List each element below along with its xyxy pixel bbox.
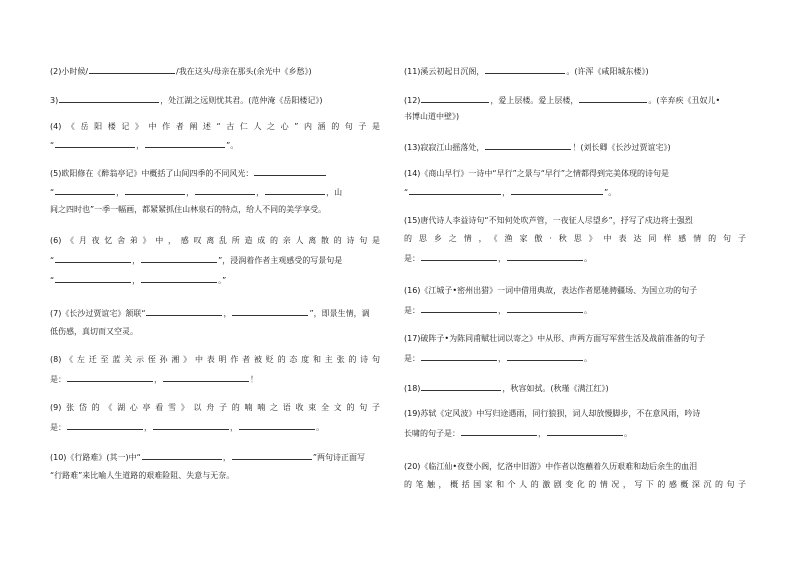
text: “	[50, 276, 55, 285]
question-20	[404, 461, 746, 491]
answer-blank[interactable]	[232, 450, 312, 460]
answer-blank[interactable]	[507, 303, 583, 313]
answer-blank[interactable]	[265, 185, 325, 195]
question-14	[404, 168, 746, 199]
text: ，山	[326, 188, 343, 197]
answer-blank[interactable]	[485, 64, 565, 74]
text: 的笔触，概括国家和个人的激剧变化的情况，写下的感概深沉的句子	[404, 480, 746, 489]
answer-blank[interactable]	[421, 93, 489, 103]
question-13	[404, 140, 746, 154]
answer-blank[interactable]	[511, 185, 603, 195]
text: 。	[584, 254, 592, 263]
text: (6)《月夜忆舍弟》中，感叹离乱所造成的亲人离散的诗句是	[50, 236, 380, 245]
text: (20)《临江仙•夜登小阁，忆洛中旧游》中作者以饱蘸着久历艰难和劫后余生的血泪	[404, 462, 698, 471]
answer-blank[interactable]	[59, 93, 159, 103]
question-19	[404, 408, 746, 440]
text: 长啸的句子是：	[404, 429, 460, 438]
answer-blank[interactable]	[125, 185, 185, 195]
text: (12)	[404, 96, 421, 105]
answer-blank[interactable]	[421, 381, 501, 391]
question-11	[404, 64, 746, 78]
text: ，	[186, 188, 195, 197]
answer-blank[interactable]	[55, 138, 135, 148]
text: ，	[222, 453, 231, 462]
text: 。(许浑《咸阳城东楼》)	[566, 67, 649, 76]
question-2	[50, 64, 380, 78]
text: ”。	[604, 188, 617, 197]
text: (15)唐代诗人李益诗句“不知何处吹芦管，一夜征人尽望乡”，抒写了戍边将士强烈	[404, 216, 693, 225]
text: ”，浸润着作者主观感受的写景句是	[218, 256, 343, 265]
answer-blank[interactable]	[89, 64, 175, 74]
text: 书博山道中壁》)	[404, 112, 460, 121]
question-15	[404, 215, 746, 265]
text: (18)	[404, 384, 421, 393]
answer-blank[interactable]	[145, 138, 225, 148]
answer-blank[interactable]	[67, 372, 153, 382]
text: ，处江湖之远则忧其君。(范仲淹《岳阳楼记》)	[160, 96, 323, 105]
text: (11)溪云初起日沉阁，	[404, 67, 485, 76]
text: ，	[502, 188, 511, 197]
text: ，	[136, 141, 145, 150]
text: ”两句诗正面写	[312, 453, 365, 462]
text: ，	[132, 276, 141, 285]
answer-blank[interactable]	[507, 251, 583, 261]
answer-blank[interactable]	[195, 185, 255, 195]
text: “	[50, 188, 55, 197]
question-7	[50, 306, 380, 338]
answer-blank[interactable]	[141, 273, 217, 283]
text: 。(辛弃疾《丑奴儿•	[648, 96, 721, 105]
answer-blank[interactable]	[547, 426, 623, 436]
answer-blank[interactable]	[239, 420, 315, 430]
answer-blank[interactable]	[146, 306, 222, 316]
text: (10)《行路难》(其一)中“	[50, 453, 141, 462]
answer-blank[interactable]	[163, 372, 249, 382]
text: 是：	[50, 375, 66, 384]
answer-blank[interactable]	[485, 140, 571, 150]
text: (7)《长沙过贾谊宅》颔联“	[50, 309, 146, 318]
answer-blank[interactable]	[142, 450, 222, 460]
text: ，	[144, 423, 152, 432]
text: (14)《商山早行》一诗中“早行”之景与“早行”之情都得到完美体现的诗句是	[404, 169, 669, 178]
question-4	[50, 121, 380, 152]
text: ！	[250, 375, 258, 384]
text: ，	[116, 188, 125, 197]
text: (4)《岳阳楼记》中作者阐述“古仁人之心”内涵的句子是	[50, 122, 380, 131]
text: (16)《江城子•密州出猎》一词中借用典故，表达作者愿驰骋疆场、为国立功的句子	[404, 286, 698, 295]
text: ，	[132, 256, 141, 265]
text: ，	[498, 306, 506, 315]
text: 。	[584, 306, 592, 315]
text: ，	[256, 188, 265, 197]
text: 的思乡之情，《渔家傲·秋思》中表达同样感情的句子	[404, 234, 746, 243]
text: “	[404, 188, 409, 197]
text: “行路难”来比喻人生道路的艰难险阻、失意与无奈。	[50, 471, 235, 480]
text: ，	[223, 309, 232, 318]
text: (2)小时候/	[50, 67, 89, 76]
answer-blank[interactable]	[141, 253, 217, 263]
text: 间之四时也”一季一幅画，都紧紧抓住山林泉石的特点，给人不同的美学享受。	[50, 205, 327, 214]
text: “	[50, 256, 55, 265]
text: 3)	[50, 96, 59, 105]
text: ，	[154, 375, 162, 384]
text: 。”	[218, 276, 227, 285]
text: “	[50, 141, 55, 150]
question-16	[404, 285, 746, 317]
answer-blank[interactable]	[67, 420, 143, 430]
answer-blank[interactable]	[579, 93, 647, 103]
text: 是：	[50, 423, 66, 432]
question-10	[50, 450, 380, 482]
answer-blank[interactable]	[55, 273, 131, 283]
answer-blank[interactable]	[421, 303, 497, 313]
text: (19)苏轼《定风波》中写归途遇雨，同行狼狈，词人却放慢脚步，不在意风雨，吟诗	[404, 409, 701, 418]
answer-blank[interactable]	[55, 185, 115, 195]
answer-blank[interactable]	[254, 166, 326, 176]
text: ，	[498, 254, 506, 263]
question-5	[50, 166, 380, 216]
text: ，爱上层楼。爱上层楼，	[490, 96, 579, 105]
text: 是：	[404, 306, 420, 315]
text: ”。	[226, 141, 239, 150]
answer-blank[interactable]	[55, 253, 131, 263]
text: ！(刘长卿《长沙过贾谊宅》)	[572, 143, 671, 152]
text: 是：	[404, 254, 420, 263]
text: 低伤感，真切而又空灵。	[50, 327, 138, 336]
text: ，秋容如拭。(秋瑾《满江红》)	[502, 384, 609, 393]
answer-blank[interactable]	[461, 426, 537, 436]
answer-blank[interactable]	[421, 351, 497, 361]
question-17	[404, 333, 746, 365]
text: 。	[624, 429, 632, 438]
text: 。	[584, 354, 592, 363]
text: (5)欧阳修在《醉翁亭记》中概括了山间四季的不同风光：	[50, 169, 254, 178]
text: (17)破阵子•为陈同甫赋壮词以寄之》中从形、声两方面写军营生活及战前准备的句子	[404, 334, 706, 343]
text: (8)《左迁至蓝关示侄孙湘》中表明作者被贬的态度和主张的诗句	[50, 355, 380, 364]
question-18	[404, 381, 746, 395]
question-8	[50, 354, 380, 386]
text: 是：	[404, 354, 420, 363]
text: /我在这头/母亲在那头(余光中《乡愁》)	[176, 67, 312, 76]
text: ，	[538, 429, 546, 438]
question-3	[50, 93, 380, 107]
answer-blank[interactable]	[409, 185, 501, 195]
text: ，	[230, 423, 238, 432]
question-12	[404, 93, 746, 123]
answer-blank[interactable]	[507, 351, 583, 361]
text: (9)张岱的《湖心亭看雪》以舟子的喃喃之语收束全文的句子	[50, 403, 380, 412]
answer-blank[interactable]	[421, 251, 497, 261]
text: ，	[498, 354, 506, 363]
text: (13)寂寂江山摇落处，	[404, 143, 485, 152]
question-6	[50, 235, 380, 287]
question-9	[50, 402, 380, 434]
text: ”，即景生情，调	[309, 309, 370, 318]
text: 。	[316, 423, 324, 432]
answer-blank[interactable]	[232, 306, 308, 316]
answer-blank[interactable]	[153, 420, 229, 430]
